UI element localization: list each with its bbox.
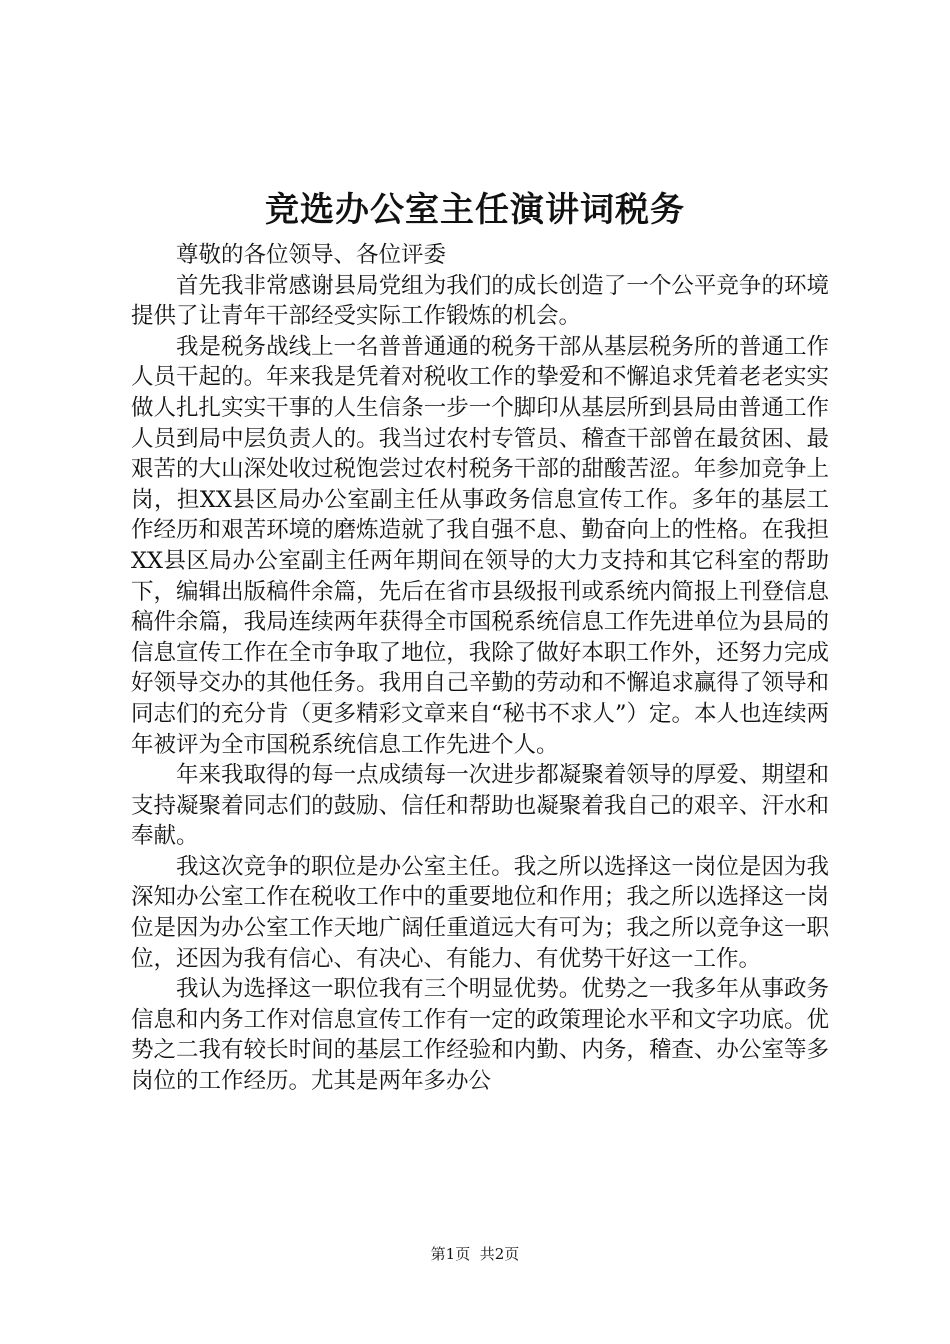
paragraph-thanks: 首先我非常感谢县局党组为我们的成长创造了一个公平竞争的环境提供了让青年干部经受实际工作锻炼的机会。: [131, 272, 829, 330]
footer-spacer: [470, 1245, 480, 1263]
paragraph-gratitude: 年来我取得的每一点成绩每一次进步都凝聚着领导的厚爱、期望和支持凝聚着同志们的鼓励、信任和帮助也凝聚着我自己的艰辛、汗水和奉献。: [131, 762, 829, 850]
paragraph-position: 我这次竞争的职位是办公室主任。我之所以选择这一岗位是因为我深知办公室工作在税收工作中的重要地位和作用；我之所以选择这一岗位是因为办公室工作天地广阔任重道远大有可为；我之所以竞争这一职位，还因为我有信心、有决心、有能力、有优势干好这一工作。: [131, 853, 829, 972]
paragraph-background: 我是税务战线上一名普普通通的税务干部从基层税务所的普通工作人员干起的。年来我是凭着对税收工作的挚爱和不懈追求凭着老老实实做人扎扎实实干事的人生信条一步一个脚印从基层所到县局由普通工作人员到局中层负责人的。我当过农村专管员、稽查干部曾在最贫困、最艰苦的大山深处收过税饱尝过农村税务干部的甜酸苦涩。年参加竞争上岗，担XX县区局办公室副主任从事政务信息宣传工作。多年的基层工作经历和艰苦环境的磨炼造就了我自强不息、勤奋向上的性格。在我担XX县区局办公室副主任两年期间在领导的大力支持和其它科室的帮助下，编辑出版稿件余篇，先后在省市县级报刊或系统内简报上刊登信息稿件余篇，我局连续两年获得全市国税系统信息工作先进单位为县局的信息宣传工作在全市争取了地位，我除了做好本职工作外，还努力完成好领导交办的其他任务。我用自己辛勤的劳动和不懈追求赢得了领导和同志们的充分肯（更多精彩文章来自“秘书不求人”）定。本人也连续两年被评为全市国税系统信息工作先进个人。: [131, 333, 830, 758]
paragraph-advantages: 我认为选择这一职位我有三个明显优势。优势之一我多年从事政务信息和内务工作对信息宣传工作有一定的政策理论水平和文字功底。优势之二我有较长时间的基层工作经验和内勤、内务，稽查、办公室等多岗位的工作经历。尤其是两年多办公: [131, 976, 829, 1095]
document-body: [131, 240, 829, 1097]
paragraph-salutation: 尊敬的各位领导、各位评委: [176, 242, 447, 268]
page-footer: [0, 1244, 950, 1264]
page-number: 第1页: [430, 1245, 471, 1263]
page-total: 共2页: [479, 1245, 520, 1263]
document-title: 竞选办公室主任演讲词税务: [265, 190, 685, 230]
